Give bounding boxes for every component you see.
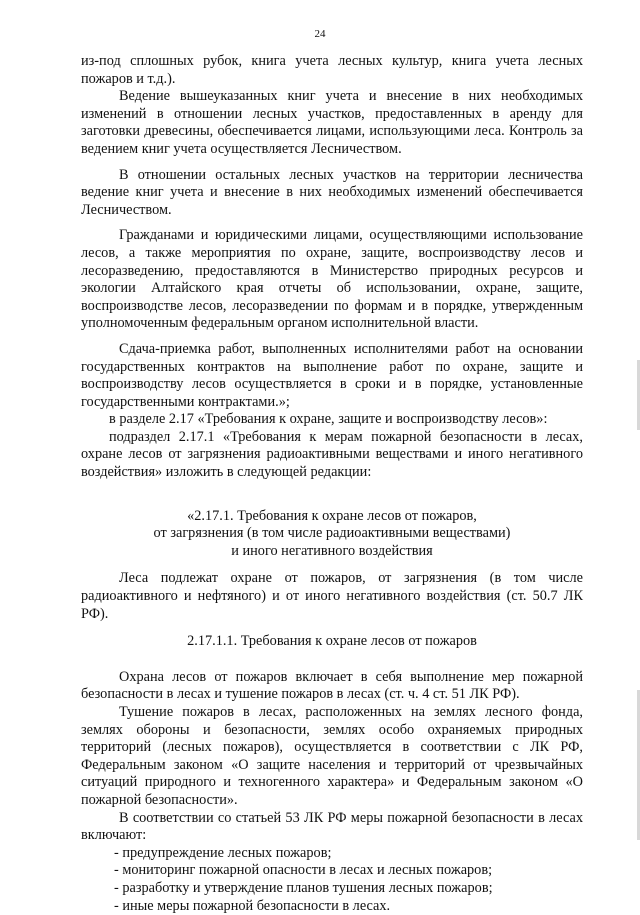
- paragraph-reports: Гражданами и юридическими лицами, осуществляющими использование лесов, а также мероприятия по охране, защите, воспроизводству лесов и лесоразведению, предоставляются в Министерство природных ресурсов и экологии Алтайского края отчеты об использовании, охране, защите, воспроизводстве лесов, лесоразведении по формам и в порядке, утвержденным уполномоченным федеральным органом исполнительной власти.: [81, 227, 583, 332]
- page-number: 24: [314, 28, 326, 40]
- paragraph-firefighting: Тушение пожаров в лесах, расположенных на землях лесного фонда, землях обороны и безопасности, землях особо охраняемых природных территорий (лесных пожаров), осуществляется в соответствии с ЛК РФ, Федеральным законом «О защите населения и территорий от чрезвычайных ситуаций природного и техногенного характера» и Федеральным законом «О пожарной безопасности».: [81, 704, 583, 808]
- document-body: [81, 53, 583, 915]
- list-item: - предупреждение лесных пожаров;: [114, 844, 332, 861]
- section-heading-2-17-1-1: 2.17.1.1. Требования к охране лесов от пожаров: [187, 633, 477, 650]
- heading-line-3: и иного негативного воздействия: [231, 542, 433, 559]
- list-item: - разработку и утверждение планов тушения лесных пожаров;: [114, 879, 493, 896]
- paragraph-article-53: В соответствии со статьей 53 ЛК РФ меры пожарной безопасности в лесах включают:: [81, 809, 583, 844]
- list-item: - мониторинг пожарной опасности в лесах и лесных пожаров;: [114, 862, 493, 879]
- paragraph-continuation: из-под сплошных рубок, книга учета лесных культур, книга учета лесных пожаров и т.д.).: [81, 53, 583, 87]
- section-heading-2-17-1: [81, 508, 583, 561]
- paragraph-record-keeping: Ведение вышеуказанных книг учета и внесение в них необходимых изменений в отношении лесных участков, предоставленных в аренду для заготовки древесины, обеспечивается лицами, использующими леса. Контроль за ведением книг учета осуществляется Лесничеством.: [81, 88, 583, 157]
- list-item: - иные меры пожарной безопасности в лесах.: [114, 897, 391, 914]
- heading-line-1: «2.17.1. Требования к охране лесов от пожаров,: [187, 507, 477, 524]
- paragraph-section-2-17: в разделе 2.17 «Требования к охране, защите и воспроизводству лесов»:: [109, 411, 548, 428]
- paragraph-fire-protection: Охрана лесов от пожаров включает в себя выполнение мер пожарной безопасности в лесах и тушение пожаров в лесах (ст. ч. 4 ст. 51 ЛК РФ).: [81, 668, 583, 703]
- paragraph-other-plots: В отношении остальных лесных участков на территории лесничества ведение книг учета и внесение в них необходимых изменений обеспечивается Лесничеством.: [81, 166, 583, 218]
- heading-line-2: от загрязнения (в том числе радиоактивными веществами): [153, 525, 511, 542]
- paragraph-protection: Леса подлежат охране от пожаров, от загрязнения (в том числе радиоактивного и нефтяного) и от иного негативного воздействия (ст. 50.7 ЛК РФ).: [81, 570, 583, 622]
- paragraph-subsection-2-17-1: подраздел 2.17.1 «Требования к мерам пожарной безопасности в лесах, охране лесов от загрязнения радиоактивными веществами и иного негативного воздействия» изложить в следующей редакции:: [81, 428, 583, 481]
- paragraph-acceptance: Сдача-приемка работ, выполненных исполнителями работ на основании государственных контрактов на выполнение работ по охране, защите и воспроизводству лесов осуществляется в сроки и в порядке, установленные государственными контрактами.»;: [81, 340, 583, 410]
